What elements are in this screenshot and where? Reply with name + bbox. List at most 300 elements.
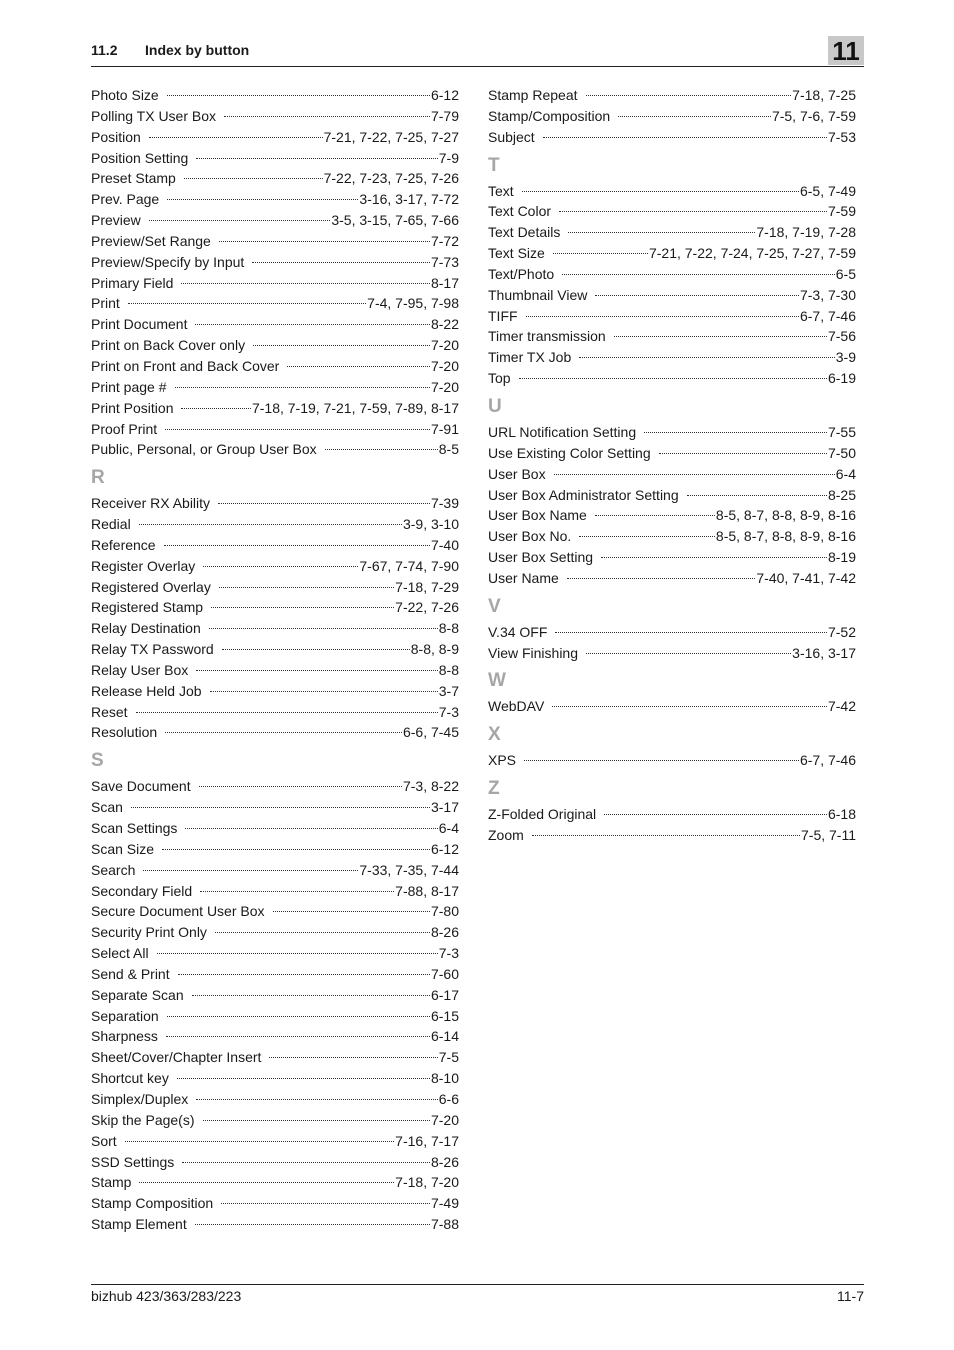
index-term: Polling TX User Box bbox=[91, 107, 217, 124]
index-page-refs: 7-3 bbox=[438, 945, 459, 962]
dot-leader bbox=[273, 911, 430, 912]
dot-leader bbox=[195, 324, 429, 325]
index-page-refs: 7-5, 7-6, 7-59 bbox=[771, 107, 856, 124]
index-term: Registered Stamp bbox=[91, 599, 204, 616]
index-page-refs: 7-33, 7-35, 7-44 bbox=[359, 861, 459, 878]
dot-leader bbox=[287, 366, 430, 367]
index-page-refs: 3-17 bbox=[430, 799, 459, 816]
dot-leader bbox=[519, 378, 827, 379]
index-term: Relay User Box bbox=[91, 661, 189, 678]
index-term: Prev. Page bbox=[91, 191, 160, 208]
index-term: Subject bbox=[488, 128, 535, 145]
index-term: Text Size bbox=[488, 245, 545, 262]
index-entry bbox=[91, 577, 459, 598]
dot-leader bbox=[524, 760, 799, 761]
index-term: Text Details bbox=[488, 224, 561, 241]
index-page-refs: 8-26 bbox=[430, 924, 459, 941]
dot-leader bbox=[579, 536, 715, 537]
index-letter-heading: T bbox=[488, 154, 500, 176]
index-term: Scan Settings bbox=[91, 820, 178, 836]
dot-leader bbox=[253, 345, 430, 346]
index-term: TIFF bbox=[488, 307, 518, 324]
index-page-refs: 7-22, 7-26 bbox=[395, 599, 459, 616]
index-entry bbox=[91, 210, 459, 231]
dot-leader bbox=[166, 1036, 430, 1037]
dot-leader bbox=[196, 158, 437, 159]
index-entry bbox=[91, 818, 459, 839]
index-entry bbox=[91, 1026, 459, 1047]
dot-leader bbox=[221, 1203, 430, 1204]
index-page-refs: 6-5 bbox=[835, 265, 856, 282]
index-page-refs: 7-22, 7-23, 7-25, 7-26 bbox=[323, 170, 459, 187]
index-page-refs: 7-20 bbox=[430, 1111, 459, 1128]
index-entry bbox=[488, 306, 856, 327]
index-term: Sort bbox=[91, 1132, 117, 1149]
index-page-refs: 7-4, 7-95, 7-98 bbox=[367, 295, 459, 312]
index-entry bbox=[488, 201, 856, 222]
index-entry bbox=[91, 106, 459, 127]
index-page-refs: 7-55 bbox=[827, 423, 856, 440]
dot-leader bbox=[178, 974, 430, 975]
dot-leader bbox=[139, 524, 402, 525]
dot-leader bbox=[211, 607, 394, 608]
index-term: Print Document bbox=[91, 316, 188, 333]
index-term: User Box Name bbox=[488, 507, 587, 524]
index-term: Relay TX Password bbox=[91, 641, 214, 658]
index-term: Preview bbox=[91, 212, 141, 229]
index-entry bbox=[91, 314, 459, 335]
index-entry bbox=[91, 1172, 459, 1193]
index-term: Print Position bbox=[91, 399, 174, 416]
index-term: Receiver RX Ability bbox=[91, 495, 211, 512]
index-term: Position bbox=[91, 128, 141, 145]
index-entry bbox=[488, 825, 856, 846]
index-page-refs: 7-49 bbox=[430, 1195, 459, 1212]
index-term: Stamp Element bbox=[91, 1216, 187, 1233]
index-entry bbox=[91, 1089, 459, 1110]
index-term: Select All bbox=[91, 945, 149, 962]
index-page-refs: 7-9 bbox=[438, 149, 459, 166]
index-page-refs: 7-21, 7-22, 7-25, 7-27 bbox=[323, 128, 459, 145]
index-term: Public, Personal, or Group User Box bbox=[91, 441, 317, 458]
index-entry bbox=[488, 422, 856, 443]
index-entry bbox=[91, 702, 459, 723]
dot-leader bbox=[644, 432, 827, 433]
dot-leader bbox=[167, 95, 430, 96]
index-entry bbox=[91, 639, 459, 660]
index-term: Stamp Composition bbox=[91, 1195, 214, 1212]
index-term: Preset Stamp bbox=[91, 170, 176, 187]
footer-page-number: 11-7 bbox=[837, 1288, 864, 1304]
index-term: Separate Scan bbox=[91, 986, 184, 1003]
index-entry bbox=[91, 618, 459, 639]
index-letter-heading: R bbox=[91, 467, 105, 489]
index-page-refs: 8-8, 8-9 bbox=[410, 641, 459, 658]
index-entry bbox=[91, 985, 459, 1006]
index-page-refs: 7-3 bbox=[438, 703, 459, 720]
index-term: Save Document bbox=[91, 778, 191, 795]
dot-leader bbox=[175, 387, 430, 388]
index-entry bbox=[488, 547, 856, 568]
index-entry bbox=[91, 1131, 459, 1152]
index-page-refs: 7-3, 7-30 bbox=[799, 286, 856, 303]
index-page-refs: 6-12 bbox=[430, 87, 459, 103]
index-term: Sharpness bbox=[91, 1028, 158, 1045]
dot-leader bbox=[210, 691, 438, 692]
dot-leader bbox=[182, 1162, 430, 1163]
index-page-refs: 6-7, 7-46 bbox=[799, 752, 856, 769]
index-column-left bbox=[91, 85, 459, 1235]
dot-leader bbox=[526, 316, 799, 317]
index-term: User Box bbox=[488, 465, 546, 482]
dot-leader bbox=[601, 557, 827, 558]
index-entry bbox=[488, 347, 856, 368]
index-term: Separation bbox=[91, 1007, 159, 1024]
index-page-refs: 6-19 bbox=[827, 370, 856, 387]
index-page-refs: 7-88 bbox=[430, 1216, 459, 1233]
index-term: Timer transmission bbox=[488, 328, 606, 345]
dot-leader bbox=[196, 1099, 438, 1100]
dot-leader bbox=[185, 828, 437, 829]
index-entry bbox=[488, 326, 856, 347]
index-entry bbox=[488, 127, 856, 148]
index-term: Scan Size bbox=[91, 840, 155, 857]
index-entry bbox=[91, 722, 459, 743]
index-letter-heading: W bbox=[488, 670, 506, 692]
index-term: Register Overlay bbox=[91, 557, 196, 574]
dot-leader bbox=[219, 587, 394, 588]
index-entry bbox=[488, 622, 856, 643]
dot-leader bbox=[131, 807, 430, 808]
dot-leader bbox=[522, 191, 799, 192]
index-entry bbox=[91, 127, 459, 148]
dot-leader bbox=[143, 870, 358, 871]
index-page-refs: 7-3, 8-22 bbox=[402, 778, 459, 795]
index-entry bbox=[488, 443, 856, 464]
index-page-refs: 7-21, 7-22, 7-24, 7-25, 7-27, 7-59 bbox=[648, 245, 856, 262]
index-page-refs: 8-5, 8-7, 8-8, 8-9, 8-16 bbox=[715, 528, 856, 545]
dot-leader bbox=[532, 835, 800, 836]
dot-leader bbox=[568, 232, 755, 233]
dot-leader bbox=[181, 283, 430, 284]
index-entry bbox=[91, 901, 459, 922]
index-entry bbox=[91, 148, 459, 169]
dot-leader bbox=[136, 712, 438, 713]
index-entry bbox=[488, 181, 856, 202]
index-page-refs: 7-18, 7-29 bbox=[395, 578, 459, 595]
dot-leader bbox=[554, 474, 835, 475]
index-entry bbox=[91, 1152, 459, 1173]
index-entry bbox=[91, 535, 459, 556]
index-term: Preview/Specify by Input bbox=[91, 253, 245, 270]
index-page-refs: 7-91 bbox=[430, 420, 459, 437]
index-entry bbox=[488, 750, 856, 771]
index-entry bbox=[91, 189, 459, 210]
dot-leader bbox=[618, 116, 771, 117]
index-page-refs: 7-80 bbox=[430, 903, 459, 920]
index-page-refs: 7-20 bbox=[430, 378, 459, 395]
index-page-refs: 7-60 bbox=[430, 965, 459, 982]
index-term: Release Held Job bbox=[91, 682, 202, 699]
index-page-refs: 7-20 bbox=[430, 337, 459, 354]
dot-leader bbox=[559, 211, 827, 212]
dot-leader bbox=[195, 1224, 430, 1225]
index-term: URL Notification Setting bbox=[488, 423, 637, 440]
index-page-refs: 7-18, 7-25 bbox=[792, 87, 856, 103]
index-page-refs: 7-18, 7-19, 7-21, 7-59, 7-89, 8-17 bbox=[251, 399, 459, 416]
index-page-refs: 7-20 bbox=[430, 357, 459, 374]
index-term: Scan bbox=[91, 799, 123, 816]
dot-leader bbox=[269, 1057, 437, 1058]
index-term: User Box No. bbox=[488, 528, 572, 545]
dot-leader bbox=[325, 449, 438, 450]
dot-leader bbox=[215, 932, 430, 933]
index-term: Text Color bbox=[488, 203, 552, 220]
index-page-refs: 7-40, 7-41, 7-42 bbox=[756, 569, 856, 586]
index-term: Z-Folded Original bbox=[488, 806, 597, 823]
index-entry bbox=[488, 285, 856, 306]
index-entry bbox=[91, 273, 459, 294]
index-term: Proof Print bbox=[91, 420, 158, 437]
index-page-refs: 6-6 bbox=[438, 1090, 459, 1107]
index-page-refs: 7-50 bbox=[827, 444, 856, 461]
dot-leader bbox=[167, 199, 358, 200]
index-term: Send & Print bbox=[91, 965, 170, 982]
dot-leader bbox=[687, 495, 827, 496]
index-entry bbox=[91, 398, 459, 419]
index-term: User Box Administrator Setting bbox=[488, 486, 679, 503]
index-entry bbox=[488, 696, 856, 717]
dot-leader bbox=[553, 253, 648, 254]
dot-leader bbox=[177, 1078, 430, 1079]
dot-leader bbox=[252, 262, 430, 263]
index-entry bbox=[488, 485, 856, 506]
page-header bbox=[91, 38, 864, 67]
index-page-refs: 8-19 bbox=[827, 549, 856, 566]
index-entry bbox=[488, 505, 856, 526]
index-page-refs: 7-5 bbox=[438, 1049, 459, 1066]
dot-leader bbox=[192, 995, 430, 996]
index-entry bbox=[91, 839, 459, 860]
index-term: Print page # bbox=[91, 378, 167, 395]
index-term: SSD Settings bbox=[91, 1153, 175, 1170]
index-term: Skip the Page(s) bbox=[91, 1111, 195, 1128]
index-term: Position Setting bbox=[91, 149, 189, 166]
index-page-refs: 7-73 bbox=[430, 253, 459, 270]
page-footer bbox=[91, 1284, 864, 1304]
index-page-refs: 6-4 bbox=[438, 820, 459, 836]
index-letter-heading: Z bbox=[488, 778, 500, 800]
index-term: Security Print Only bbox=[91, 924, 207, 941]
index-entry bbox=[91, 797, 459, 818]
dot-leader bbox=[149, 220, 331, 221]
index-entry bbox=[91, 356, 459, 377]
dot-leader bbox=[595, 515, 715, 516]
index-entry bbox=[91, 335, 459, 356]
index-page-refs: 6-14 bbox=[430, 1028, 459, 1045]
index-page-refs: 8-22 bbox=[430, 316, 459, 333]
index-term: Timer TX Job bbox=[488, 349, 572, 366]
index-page-refs: 7-72 bbox=[430, 232, 459, 249]
index-entry bbox=[91, 1068, 459, 1089]
index-entry bbox=[91, 1006, 459, 1027]
index-page-refs: 8-5 bbox=[438, 441, 459, 458]
index-entry bbox=[91, 556, 459, 577]
index-term: Use Existing Color Setting bbox=[488, 444, 651, 461]
index-entry bbox=[91, 493, 459, 514]
index-term: Text bbox=[488, 182, 514, 199]
index-page-refs: 7-39 bbox=[430, 495, 459, 512]
index-term: Stamp bbox=[91, 1174, 132, 1191]
index-entry bbox=[91, 419, 459, 440]
index-page-refs: 7-67, 7-74, 7-90 bbox=[359, 557, 459, 574]
dot-leader bbox=[184, 178, 323, 179]
dot-leader bbox=[579, 357, 835, 358]
index-term: Relay Destination bbox=[91, 620, 201, 637]
index-term: Print on Front and Back Cover bbox=[91, 357, 280, 374]
index-page-refs: 6-15 bbox=[430, 1007, 459, 1024]
dot-leader bbox=[586, 653, 791, 654]
index-page-refs: 7-42 bbox=[827, 698, 856, 715]
index-entry bbox=[91, 514, 459, 535]
index-entry bbox=[91, 1193, 459, 1214]
index-term: Stamp Repeat bbox=[488, 87, 578, 103]
dot-leader bbox=[218, 503, 430, 504]
index-page-refs: 7-16, 7-17 bbox=[395, 1132, 459, 1149]
index-entry bbox=[91, 377, 459, 398]
index-page-refs: 6-17 bbox=[430, 986, 459, 1003]
index-entry bbox=[91, 439, 459, 460]
index-term: Simplex/Duplex bbox=[91, 1090, 189, 1107]
section-number: 11.2 bbox=[91, 42, 118, 58]
index-entry bbox=[488, 85, 856, 106]
index-entry bbox=[91, 1214, 459, 1235]
index-entry bbox=[91, 860, 459, 881]
index-entry bbox=[488, 243, 856, 264]
index-entry bbox=[91, 1047, 459, 1068]
dot-leader bbox=[128, 303, 366, 304]
index-term: User Box Setting bbox=[488, 549, 594, 566]
dot-leader bbox=[222, 649, 410, 650]
dot-leader bbox=[162, 849, 430, 850]
index-entry bbox=[91, 881, 459, 902]
index-entry bbox=[488, 568, 856, 589]
dot-leader bbox=[167, 1016, 430, 1017]
dot-leader bbox=[614, 336, 827, 337]
dot-leader bbox=[181, 408, 250, 409]
index-term: Shortcut key bbox=[91, 1070, 169, 1087]
index-column-right bbox=[488, 85, 856, 846]
index-term: View Finishing bbox=[488, 644, 579, 661]
dot-leader bbox=[543, 137, 827, 138]
index-entry bbox=[488, 526, 856, 547]
index-page-refs: 7-53 bbox=[827, 128, 856, 145]
index-page-refs: 6-4 bbox=[835, 465, 856, 482]
index-entry bbox=[488, 804, 856, 825]
index-entry bbox=[91, 252, 459, 273]
index-page-refs: 8-26 bbox=[430, 1153, 459, 1170]
dot-leader bbox=[196, 670, 438, 671]
dot-leader bbox=[157, 953, 438, 954]
dot-leader bbox=[595, 295, 799, 296]
index-page-refs: 3-7 bbox=[438, 682, 459, 699]
dot-leader bbox=[165, 732, 402, 733]
index-page-refs: 7-18, 7-19, 7-28 bbox=[756, 224, 856, 241]
index-entry bbox=[91, 293, 459, 314]
index-page-refs: 6-12 bbox=[430, 840, 459, 857]
index-letter-heading: V bbox=[488, 595, 501, 617]
index-entry bbox=[91, 660, 459, 681]
index-page-refs: 8-17 bbox=[430, 274, 459, 291]
index-page-refs: 7-56 bbox=[827, 328, 856, 345]
index-page-refs: 7-79 bbox=[430, 107, 459, 124]
dot-leader bbox=[203, 1120, 430, 1121]
index-page-refs: 3-5, 3-15, 7-65, 7-66 bbox=[331, 212, 459, 229]
index-page-refs: 8-8 bbox=[438, 620, 459, 637]
dot-leader bbox=[224, 116, 430, 117]
index-page-refs: 6-6, 7-45 bbox=[402, 724, 459, 741]
index-entry bbox=[91, 1110, 459, 1131]
dot-leader bbox=[139, 1182, 394, 1183]
index-entry bbox=[91, 85, 459, 106]
index-term: Search bbox=[91, 861, 136, 878]
index-entry bbox=[488, 222, 856, 243]
index-entry bbox=[91, 597, 459, 618]
index-page-refs: 8-5, 8-7, 8-8, 8-9, 8-16 bbox=[715, 507, 856, 524]
dot-leader bbox=[567, 578, 756, 579]
dot-leader bbox=[219, 241, 430, 242]
index-term: User Name bbox=[488, 569, 559, 586]
dot-leader bbox=[200, 891, 394, 892]
index-page-refs: 8-25 bbox=[827, 486, 856, 503]
index-term: Redial bbox=[91, 516, 131, 533]
dot-leader bbox=[149, 137, 323, 138]
index-page-refs: 7-52 bbox=[827, 623, 856, 640]
index-entry bbox=[488, 464, 856, 485]
index-page-refs: 3-9, 3-10 bbox=[402, 516, 459, 533]
index-term: Zoom bbox=[488, 826, 524, 843]
index-entry bbox=[488, 264, 856, 285]
index-term: Print on Back Cover only bbox=[91, 337, 246, 354]
index-term: Print bbox=[91, 295, 120, 312]
index-page-refs: 3-16, 3-17 bbox=[792, 644, 856, 661]
index-page-refs: 3-9 bbox=[835, 349, 856, 366]
index-letter-heading: S bbox=[91, 750, 104, 772]
index-term: Thumbnail View bbox=[488, 286, 588, 303]
index-term: Primary Field bbox=[91, 274, 174, 291]
index-entry bbox=[91, 922, 459, 943]
index-entry bbox=[91, 231, 459, 252]
index-entry bbox=[91, 776, 459, 797]
index-page-refs: 7-88, 8-17 bbox=[395, 882, 459, 899]
dot-leader bbox=[555, 632, 827, 633]
index-term: XPS bbox=[488, 752, 517, 769]
index-term: Text/Photo bbox=[488, 265, 555, 282]
index-term: Sheet/Cover/Chapter Insert bbox=[91, 1049, 262, 1066]
index-term: Top bbox=[488, 370, 511, 387]
dot-leader bbox=[659, 453, 827, 454]
chapter-badge: 11 bbox=[828, 36, 864, 65]
index-term: Stamp/Composition bbox=[488, 107, 611, 124]
dot-leader bbox=[125, 1141, 394, 1142]
index-entry bbox=[488, 106, 856, 127]
dot-leader bbox=[199, 786, 402, 787]
dot-leader bbox=[552, 706, 827, 707]
index-page-refs: 8-10 bbox=[430, 1070, 459, 1087]
section-title: Index by button bbox=[145, 42, 250, 58]
dot-leader bbox=[604, 814, 827, 815]
index-term: Registered Overlay bbox=[91, 578, 211, 595]
